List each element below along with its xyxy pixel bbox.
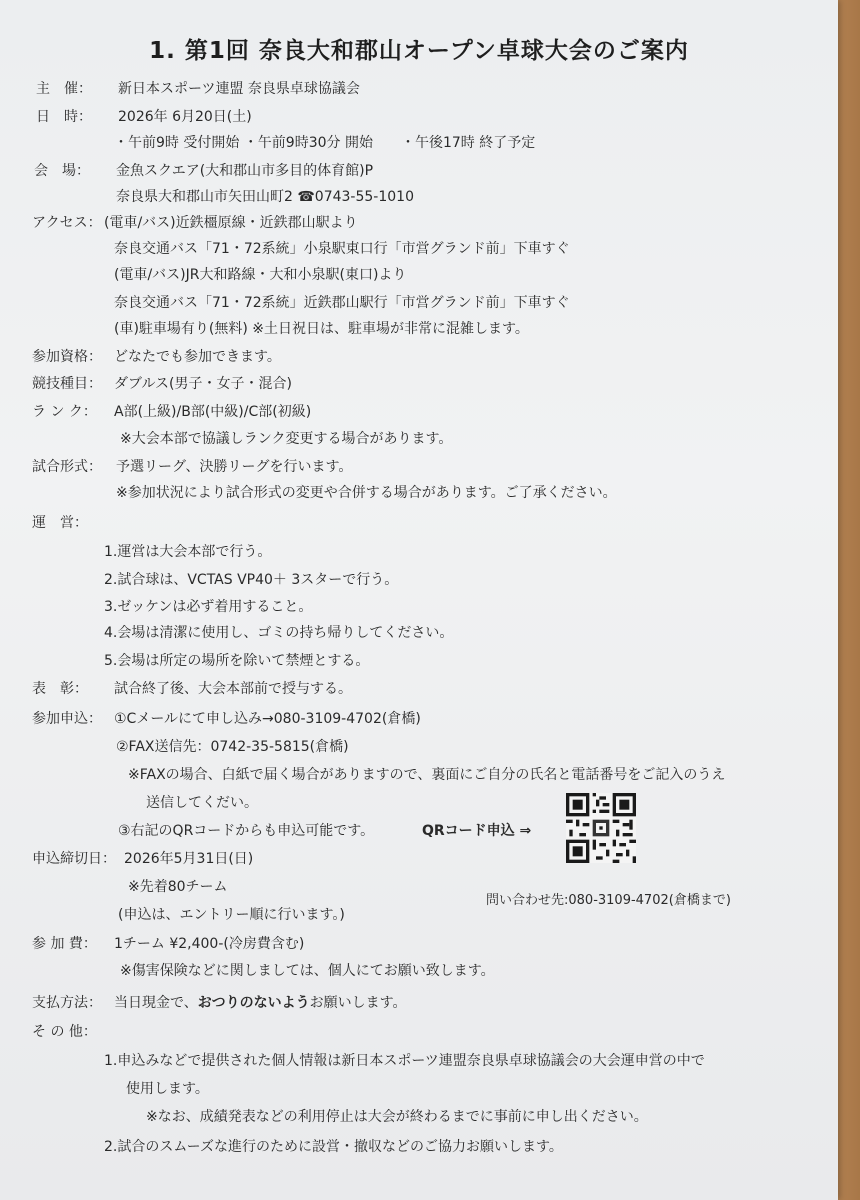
qr-code[interactable] xyxy=(566,793,636,863)
payment-text xyxy=(114,994,407,1012)
label-operation: 運 営： xyxy=(32,515,88,531)
label-rank: ラ ン ク： xyxy=(32,404,97,420)
organizer-text: 新日本スポーツ連盟 奈良県卓球協議会 xyxy=(118,81,360,97)
label-apply: 参加申込： xyxy=(32,711,102,727)
deadline-order: (申込は、エントリー順に行います。) xyxy=(118,907,345,923)
label-events: 競技種目： xyxy=(32,376,102,392)
deadline-note: ※先着80チーム xyxy=(128,879,228,895)
other-item-cont: 使用します。 xyxy=(126,1081,209,1097)
operation-item: 2.試合球は、VCTAS VP40＋ 3スターで行う。 xyxy=(104,572,399,588)
access-line: (電車/バス)近鉄橿原線・近鉄郡山駅より xyxy=(104,215,358,231)
fee-note: ※傷害保険などに関しましては、個人にてお願い致します。 xyxy=(120,963,495,979)
operation-item: 3.ゼッケンは必ず着用すること。 xyxy=(104,599,313,615)
operation-item: 1.運営は大会本部で行う。 xyxy=(104,544,272,560)
rank-note: ※大会本部で協議しランク変更する場合があります。 xyxy=(120,431,453,447)
label-other: そ の 他： xyxy=(32,1024,97,1040)
label-format: 試合形式： xyxy=(32,459,102,475)
apply-fax-note-cont: 送信してくだい。 xyxy=(146,795,258,811)
qr-apply-label: QRコード申込 ⇒ xyxy=(422,823,532,839)
label-access: アクセス： xyxy=(32,215,102,231)
rank-text: A部(上級)/B部(中級)/C部(初級) xyxy=(114,404,312,420)
other-item: 2.試合のスムーズな進行のために設営・撤収などのご協力お願いします。 xyxy=(104,1139,563,1155)
eligibility-text: どなたでも参加できます。 xyxy=(114,349,281,365)
inquiry-contact: 問い合わせ先:080-3109-4702(倉橋まで) xyxy=(486,893,731,908)
deadline-date: 2026年5月31日(日) xyxy=(124,851,254,867)
label-fee: 参 加 費： xyxy=(32,936,97,952)
award-text: 試合終了後、大会本部前で授与する。 xyxy=(114,681,352,697)
payment-emphasis: おつりのないよう xyxy=(197,995,310,1011)
label-deadline: 申込締切日： xyxy=(32,851,116,867)
venue-address: 奈良県大和郡山市矢田山町2 ☎0743-55-1010 xyxy=(116,189,414,205)
label-organizer: 主 催： xyxy=(36,81,92,97)
fee-text: 1チーム ¥2,400-(冷房費含む) xyxy=(114,936,305,952)
payment-pre: 当日現金で、 xyxy=(114,995,198,1011)
operation-item: 4.会場は清潔に使用し、ゴミの持ち帰りしてください。 xyxy=(104,625,454,641)
access-line: 奈良交通バス「71・72系統」近鉄郡山駅行「市営グランド前」下車すぐ xyxy=(114,295,570,311)
venue-name: 金魚スクエア(大和郡山市多目的体育館)P xyxy=(116,163,374,179)
apply-qr-text: ③右記のQRコードからも申込可能です。 xyxy=(118,823,375,839)
format-note: ※参加状況により試合形式の変更や合併する場合があります。ご了承ください。 xyxy=(116,485,617,501)
format-text: 予選リーグ、決勝リーグを行います。 xyxy=(116,459,353,475)
apply-fax: ②FAX送信先：0742-35-5815(倉橋) xyxy=(116,739,349,755)
operation-item: 5.会場は所定の場所を除いて禁煙とする。 xyxy=(104,653,370,669)
payment-post: お願いします。 xyxy=(309,995,407,1011)
other-note: ※なお、成績発表などの利用停止は大会が終わるまでに事前に申し出ください。 xyxy=(146,1109,648,1125)
label-eligibility: 参加資格： xyxy=(32,349,102,365)
page-title: 1. 第1回 奈良大和郡山オープン卓球大会のご案内 xyxy=(149,38,689,64)
access-line: 奈良交通バス「71・72系統」小泉駅東口行「市営グランド前」下車すぐ xyxy=(114,241,570,257)
event-schedule: ・午前9時 受付開始 ・午前9時30分 開始 ・午後17時 終了予定 xyxy=(114,135,536,151)
events-text: ダブルス(男子・女子・混合) xyxy=(114,376,292,392)
label-award: 表 彰： xyxy=(32,681,88,697)
access-line: (電車/バス)JR大和路線・大和小泉駅(東口)より xyxy=(114,267,407,283)
apply-mail: ①Cメールにて申し込み→080-3109-4702(倉橋) xyxy=(114,711,421,727)
label-venue: 会 場： xyxy=(34,163,90,179)
access-line: (車)駐車場有り(無料) ※土日祝日は、駐車場が非常に混雑します。 xyxy=(114,321,529,337)
event-date: 2026年 6月20日(土) xyxy=(118,109,252,125)
label-datetime: 日 時： xyxy=(36,109,92,125)
apply-fax-note: ※FAXの場合、白紙で届く場合がありますので、裏面にご自分の氏名と電話番号をご記入のうえ xyxy=(128,767,726,783)
other-item: 1.申込みなどで提供された個人情報は新日本スポーツ連盟奈良県卓球協議会の大会運申営の中で xyxy=(104,1053,705,1069)
label-payment: 支払方法： xyxy=(32,995,102,1011)
